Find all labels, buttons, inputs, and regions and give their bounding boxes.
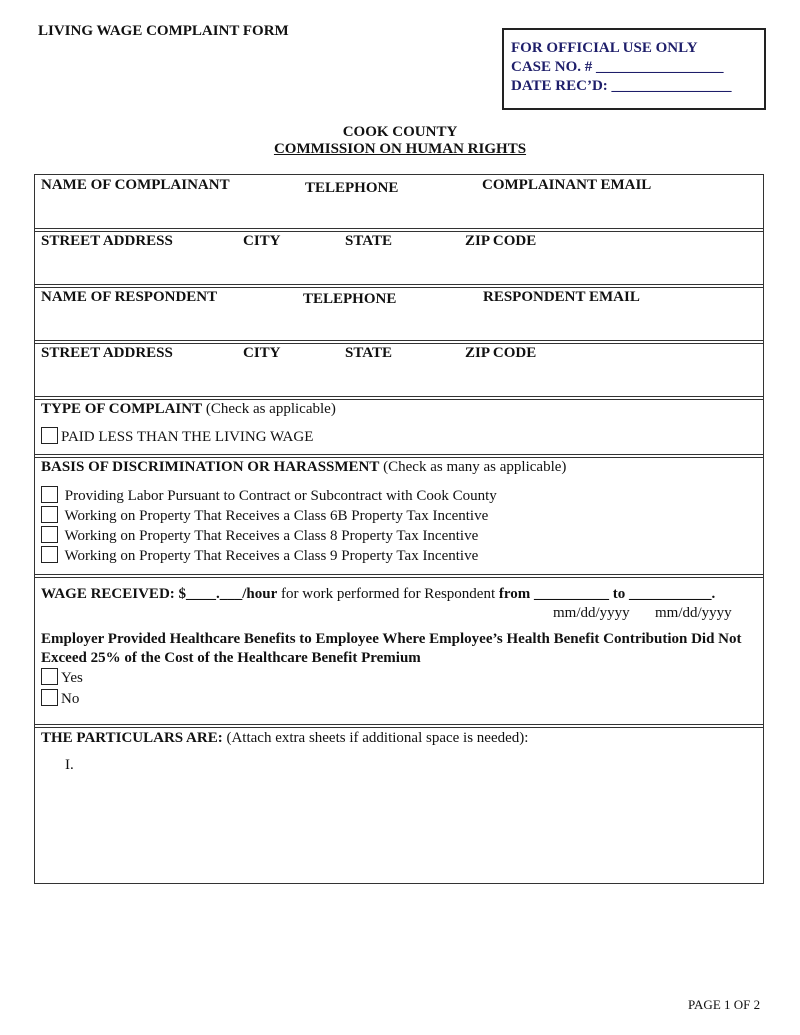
official-title: FOR OFFICIAL USE ONLY (511, 40, 698, 56)
wage-received-line[interactable]: WAGE RECEIVED: $____.___/hour for work performed for Respondent from __________ to ___________. (41, 586, 716, 602)
page-number: PAGE 1 OF 2 (688, 997, 761, 1012)
to-date-format: mm/dd/yyyy (655, 605, 732, 621)
checkbox[interactable] (41, 486, 58, 503)
basis-option[interactable]: Providing Labor Pursuant to Contract or Subcontract with Cook County (41, 486, 497, 505)
checkbox[interactable] (41, 526, 58, 543)
checkbox[interactable] (41, 427, 58, 444)
commission-heading: COMMISSION ON HUMAN RIGHTS (273, 141, 527, 157)
checkbox[interactable] (41, 506, 58, 523)
respondent-city-label: CITY (243, 345, 281, 361)
respondent-telephone-label: TELEPHONE (303, 291, 397, 307)
complainant-city-label: CITY (243, 233, 281, 249)
particulars-heading: THE PARTICULARS ARE: (Attach extra sheets if additional space is needed): (41, 730, 529, 746)
basis-option[interactable]: Working on Property That Receives a Class 8 Property Tax Incentive (41, 526, 478, 545)
from-date-format: mm/dd/yyyy (553, 605, 630, 621)
date-received-field[interactable]: DATE REC’D: ________________ (511, 78, 732, 94)
particulars-item-marker: I. (65, 757, 74, 773)
respondent-name-label: NAME OF RESPONDENT (41, 289, 218, 305)
healthcare-yes-option[interactable]: Yes (41, 668, 83, 687)
respondent-state-label: STATE (345, 345, 392, 361)
complaint-type-heading: TYPE OF COMPLAINT (Check as applicable) (41, 401, 336, 417)
official-use-box (502, 28, 766, 110)
checkbox[interactable] (41, 668, 58, 685)
basis-option[interactable]: Working on Property That Receives a Class 9 Property Tax Incentive (41, 546, 478, 565)
particulars-text-area[interactable] (85, 753, 755, 878)
respondent-zip-label: ZIP CODE (465, 345, 537, 361)
basis-option[interactable]: Working on Property That Receives a Class 6B Property Tax Incentive (41, 506, 488, 525)
complainant-street-label: STREET ADDRESS (41, 233, 173, 249)
respondent-email-label: RESPONDENT EMAIL (483, 289, 640, 305)
case-number-field[interactable]: CASE NO. # _________________ (511, 59, 724, 75)
form-title: LIVING WAGE COMPLAINT FORM (38, 23, 289, 39)
healthcare-no-option[interactable]: No (41, 689, 79, 708)
county-heading: COOK COUNTY (342, 124, 458, 140)
complainant-telephone-label: TELEPHONE (305, 180, 399, 196)
complainant-zip-label: ZIP CODE (465, 233, 537, 249)
complainant-email-label: COMPLAINANT EMAIL (482, 177, 652, 193)
respondent-street-label: STREET ADDRESS (41, 345, 173, 361)
checkbox[interactable] (41, 546, 58, 563)
basis-heading: BASIS OF DISCRIMINATION OR HARASSMENT (Check as many as applicable) (41, 459, 567, 475)
complainant-name-label: NAME OF COMPLAINANT (41, 177, 230, 193)
healthcare-question: Employer Provided Healthcare Benefits to Employee Where Employee’s Health Benefit Contribution Did Not Exceed 25% of the Cost of the Healthcare Benefit Premium (41, 631, 742, 666)
complainant-state-label: STATE (345, 233, 392, 249)
checkbox[interactable] (41, 689, 58, 706)
paid-less-option[interactable]: PAID LESS THAN THE LIVING WAGE (41, 427, 313, 446)
complaint-form (34, 174, 764, 884)
